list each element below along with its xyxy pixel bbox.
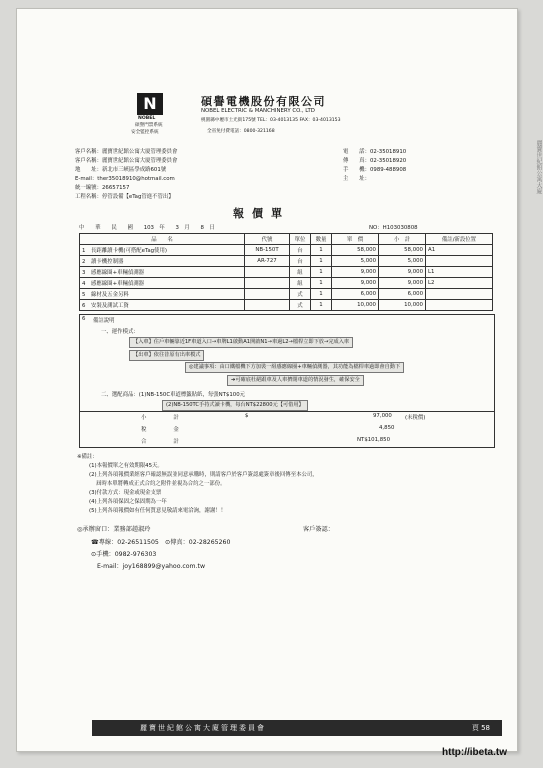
table-row (80, 289, 493, 300)
item-unit: 式 (290, 289, 311, 300)
contact-phone: ☎專線：02-26511505 ⊙傳真：02-28265260 (91, 539, 231, 546)
item-unit: 組 (290, 278, 311, 289)
item-name-text: 長距離讀卡機(可搭配eTag使用) (91, 248, 167, 254)
item-qty: 1 (311, 300, 332, 311)
item-index: 5 (82, 292, 86, 298)
col-code: 代號 (245, 234, 290, 245)
customer-tel-row (343, 147, 406, 155)
customer-taxid: 26657157 (101, 185, 130, 191)
note-line: (2)上列各項報價業經客戶確認無誤並同意承購時，則請客戶於客戶簽認處簽章後回傳至本公司， (89, 472, 318, 478)
customer-taxid-label: 統一編號： (75, 185, 102, 191)
customer-contact-row (343, 174, 370, 182)
item-code (245, 289, 290, 300)
logo-subtitle: 碩譽門禁系統 (135, 123, 163, 128)
item-index: 2 (82, 259, 86, 265)
operation-mode-heading: 一、運作模式： (101, 329, 139, 335)
footer-text: 麗寶世紀館公寓大廈管理委員會 (140, 724, 266, 732)
item-subtotal: 58,000 (379, 245, 426, 256)
customer-contact-label: 主 址： (343, 176, 370, 182)
total-value: NT$101,850 (357, 437, 391, 443)
item-index: 4 (82, 281, 86, 287)
item-name (80, 278, 245, 289)
item-note: A1 (426, 245, 493, 256)
customer-project-row (75, 192, 174, 200)
item-code: AR-727 (245, 256, 290, 267)
item-name-text: 讀卡機控制器 (91, 259, 124, 265)
item-price: 58,000 (332, 245, 379, 256)
table-row (80, 300, 493, 311)
item-price: 5,000 (332, 256, 379, 267)
col-note: 備註/新設位置 (426, 234, 493, 245)
watermark: http://ibeta.tw (442, 747, 507, 758)
item-qty: 1 (311, 267, 332, 278)
table-row (80, 267, 493, 278)
item-name (80, 256, 245, 267)
item-unit: 式 (290, 300, 311, 311)
quote-number: NO：H103030808 (369, 225, 418, 231)
customer-project-label: 工程名稱： (75, 194, 102, 200)
customer-manager: 麗寶世紀館公寓大廈管理委員會 (101, 158, 178, 164)
item-code (245, 278, 290, 289)
item-code (245, 300, 290, 311)
customer-email-label: E-mail： (75, 176, 98, 182)
remarks-label: 備註說明 (93, 318, 115, 324)
col-name: 品 名 (80, 234, 245, 245)
notes-label: ※備註： (77, 454, 98, 460)
note-line: (3)付款方式：現金或現金支票 (89, 490, 162, 496)
item-name (80, 289, 245, 300)
customer-fax-row (343, 156, 406, 164)
note-line: (4)上列各項保固之保固期為一年 (89, 499, 167, 505)
item-unit: 台 (290, 256, 311, 267)
item-name (80, 245, 245, 256)
item-code: NB-150T (245, 245, 290, 256)
customer-address-row (75, 165, 166, 173)
customer-tel: 02-35018910 (369, 149, 407, 155)
item-name-text: 感應線圈+車輛偵測器 (91, 270, 145, 276)
customer-sign-label: 客戶簽認： (303, 526, 334, 533)
col-qty: 數量 (311, 234, 332, 245)
contact-window: ◎承辦窗口：業務部趙淑玲 (77, 526, 151, 533)
note-line: 屆時本單將轉成正式合約之附件並視為合約之一部份。 (89, 481, 226, 487)
customer-fax-label: 傳 真： (343, 158, 370, 164)
item-price: 10,000 (332, 300, 379, 311)
document-page (16, 8, 518, 752)
table-row (80, 245, 493, 256)
side-edge-text: 麗寶世紀館公寓大廈 (535, 140, 542, 194)
col-subtotal: 小 計 (379, 234, 426, 245)
contact-email: E-mail：joy168899@yahoo.com.tw (97, 563, 206, 570)
item-subtotal: 6,000 (379, 289, 426, 300)
customer-manager-row (75, 156, 177, 164)
item-note: L2 (426, 278, 493, 289)
item-price: 6,000 (332, 289, 379, 300)
company-name-en: NOBEL ELECTRIC & MANCHINERY CO., LTD (201, 108, 315, 114)
note-line: (5)上列各項報價如有任何質意見敬請來電洽詢，謝謝！！ (89, 508, 227, 514)
table-header-row (80, 234, 493, 245)
advice-text-2: ➔可確底杜絕跟車及人車擠閉車道的情況發生，確保安全 (227, 375, 364, 386)
customer-email: ther35018910@hotmail.com (97, 176, 175, 182)
customer-mobile-label: 手 機： (343, 167, 370, 173)
item-name (80, 300, 245, 311)
item-index: 1 (82, 248, 86, 254)
tax-value: 4,850 (379, 425, 395, 431)
item-index: 3 (82, 270, 86, 276)
remarks-index: 6 (82, 316, 86, 322)
footer-page: 頁 58 (471, 724, 490, 732)
quote-items-table (79, 233, 493, 311)
item-unit: 組 (290, 267, 311, 278)
item-note (426, 256, 493, 267)
company-tollfree: 全省免付費電話：0800-321168 (207, 129, 275, 134)
item-qty: 1 (311, 256, 332, 267)
table-row (80, 256, 493, 267)
customer-name: 麗寶世紀館公寓大廈管理委員會 (101, 149, 178, 155)
item-index: 6 (82, 303, 86, 309)
optional-items-heading: 二、選配商品：(1)NB-150C車道標籤貼紙，每張NT$100元 (101, 392, 246, 398)
table-row (80, 278, 493, 289)
tax-label: 稅 金 (141, 427, 179, 433)
company-name-zh: 碩譽電機股份有限公司 (201, 95, 326, 108)
item-qty: 1 (311, 278, 332, 289)
customer-tel-label: 電 話： (343, 149, 370, 155)
item-name-text: 感應線圈+車輛偵測器 (91, 281, 145, 287)
item-name (80, 267, 245, 278)
contact-mobile: ⊙手機：0982-976303 (91, 551, 157, 558)
customer-mobile-row (343, 165, 406, 173)
item-subtotal: 5,000 (379, 256, 426, 267)
nobel-logo: N (137, 93, 163, 115)
item-qty: 1 (311, 245, 332, 256)
col-price: 單 價 (332, 234, 379, 245)
quote-title: 報價單 (233, 207, 290, 220)
customer-name-row (75, 147, 177, 155)
item-note: L1 (426, 267, 493, 278)
item-code (245, 267, 290, 278)
item-qty: 1 (311, 289, 332, 300)
customer-address: 新北市三峽區學成路601號 (101, 167, 167, 173)
customer-name-label: 客戶名稱： (75, 149, 102, 155)
logo-subtitle-2: 安全監控系統 (131, 130, 159, 135)
item-name-text: 安裝及測試工資 (91, 303, 129, 309)
note-line: (1)本報價單之有效期限45天。 (89, 463, 163, 469)
item-name-text: 線材及五金另料 (91, 292, 129, 298)
col-unit: 單位 (290, 234, 311, 245)
customer-taxid-row (75, 183, 129, 191)
item-price: 9,000 (332, 267, 379, 278)
item-subtotal: 9,000 (379, 278, 426, 289)
item-price: 9,000 (332, 278, 379, 289)
item-unit: 台 (290, 245, 311, 256)
item-note (426, 300, 493, 311)
customer-project: 停管設備【eTag管進不管出】 (101, 194, 174, 200)
flow-in-text: 【入車】住戶車輛靠近1F車道入口→車牌L1啟動A1開啟N1→車過L2→檔桿立即下放→完成入車 (129, 337, 353, 348)
optional-item-2: (2)NB-150TC手持式讀卡機，每台NT$22800元【可借用】 (162, 400, 308, 411)
item-subtotal: 9,000 (379, 267, 426, 278)
company-address: 桃園縣中壢市土光街175號 TEL：03-4013135 FAX：03-4013153 (201, 118, 341, 123)
customer-manager-label: 客戶名稱： (75, 158, 102, 164)
footer-bar (92, 720, 502, 736)
advice-text: ◎建議事項：由口鐵檔機下方加裝一組感應線圈+車輛偵測器，其功能為檔桿車過即會自動下 (185, 362, 404, 373)
customer-fax: 02-35018920 (369, 158, 407, 164)
item-note (426, 289, 493, 300)
customer-mobile: 0989-488908 (369, 167, 407, 173)
item-subtotal: 10,000 (379, 300, 426, 311)
customer-email-row (75, 174, 175, 182)
subtotal-label: 小 計 (141, 415, 179, 421)
quote-date: 中 華 民 國 103 年 3 月 8 日 (79, 225, 215, 231)
subtotal-symbol: $ (245, 413, 249, 419)
customer-address-label: 地 址： (75, 167, 102, 173)
subtotal-note: (未稅價) (405, 415, 426, 421)
logo-text: NOBEL (138, 116, 156, 121)
total-label: 合 計 (141, 439, 179, 445)
subtotal-value: 97,000 (373, 413, 392, 419)
flow-out-text: 【出車】依往昔原有出車模式 (129, 350, 204, 361)
